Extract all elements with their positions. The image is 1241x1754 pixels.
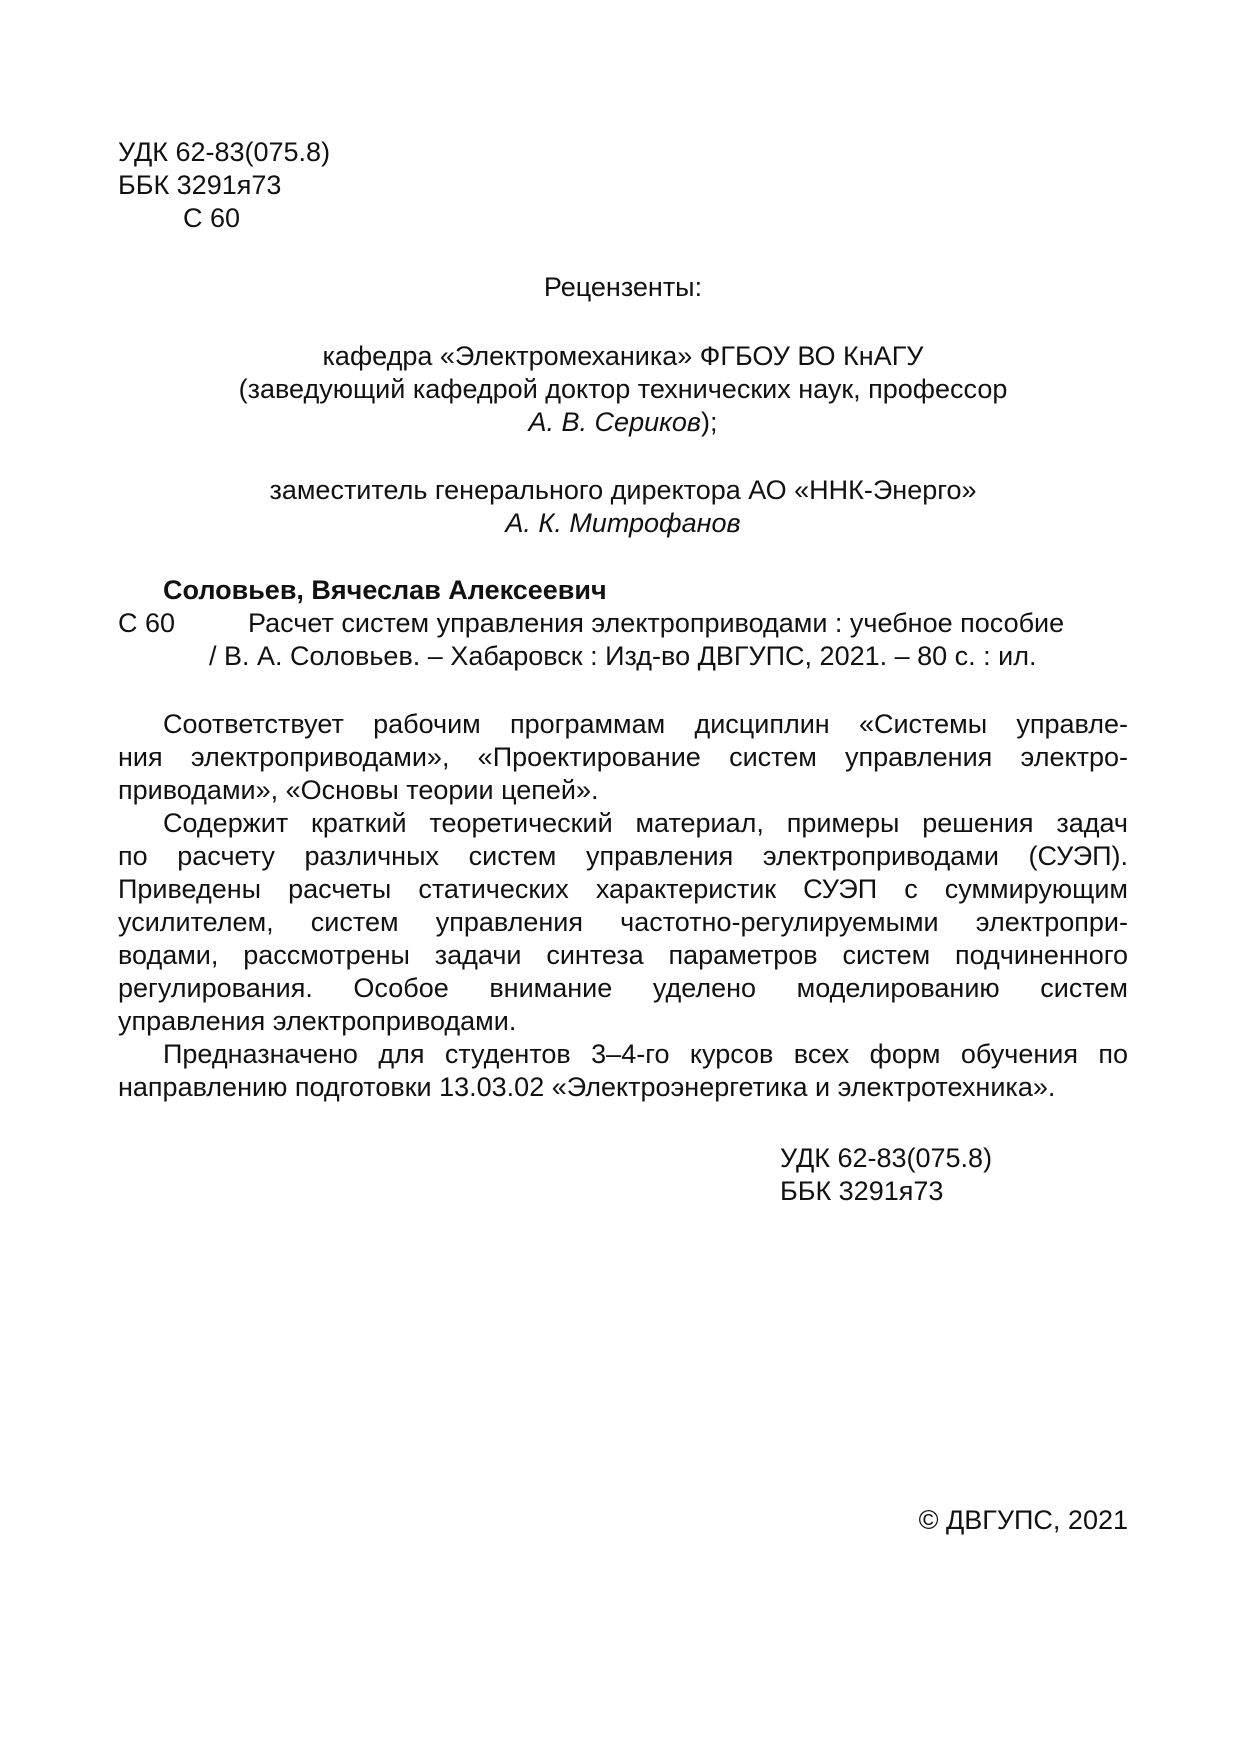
abstract-p1-line3: приводами», «Основы теории цепей». — [118, 775, 599, 805]
header-codes — [118, 136, 330, 235]
footer-udk-code: УДК 62-83(075.8) — [780, 1143, 993, 1173]
bib-mark: С 60 — [118, 608, 176, 638]
reviewer-1-line2: (заведующий кафедрой доктор технических наук, профессор — [238, 374, 1008, 404]
bbk-code: ББК 3291я73 — [118, 170, 282, 200]
abstract-p3-line1: Предназначено для студентов 3–4-го курсов всех форм обучения по — [163, 1039, 1128, 1069]
abstract-p2-line5: водами, рассмотрены задачи синтеза параметров систем подчиненного — [118, 940, 1128, 970]
abstract-p2-line4: усилителем, систем управления частотно-регулируемыми электропри- — [118, 907, 1128, 937]
reviewer-1-name: А. В. Сериков — [528, 407, 701, 437]
abstract-p1-line1: Соответствует рабочим программам дисциплин «Системы управле- — [163, 709, 1128, 739]
bib-title-line2: / В. А. Соловьев. – Хабаровск : Изд-во ДВГУПС, 2021. – 80 с. : ил. — [209, 641, 1037, 671]
footer-bbk-code: ББК 3291я73 — [780, 1176, 944, 1206]
reviewer-1-suffix: ); — [700, 407, 718, 437]
abstract-p2-line2: по расчету различных систем управления электроприводами (СУЭП). — [118, 841, 1128, 871]
abstract-paragraph-2 — [118, 807, 1128, 1038]
reviewer-1 — [118, 340, 1128, 439]
bib-author: Соловьев, Вячеслав Алексеевич — [163, 575, 607, 605]
reviewer-2-name: А. К. Митрофанов — [505, 508, 741, 538]
udk-code: УДК 62-83(075.8) — [118, 137, 331, 167]
bib-title-line1: Расчет систем управления электроприводами : учебное пособие — [248, 608, 1065, 638]
abstract-p2-line1: Содержит краткий теоретический материал, примеры решения задач — [163, 808, 1128, 838]
reviewer-2 — [118, 474, 1128, 540]
footer-codes — [780, 1142, 992, 1208]
abstract-paragraph-1 — [118, 708, 1128, 807]
abstract-p2-line7: управления электроприводами. — [118, 1006, 517, 1036]
abstract-p1-line2: ния электроприводами», «Проектирование систем управления электро- — [118, 742, 1128, 772]
author-mark: С 60 — [183, 203, 241, 233]
reviewers-title-text: Рецензенты: — [543, 272, 703, 302]
abstract — [118, 708, 1128, 1104]
abstract-paragraph-3 — [118, 1038, 1128, 1104]
abstract-p3-line2: направлению подготовки 13.03.02 «Электроэнергетика и электротехника». — [118, 1072, 1056, 1102]
copyright-text: © ДВГУПС, 2021 — [918, 1505, 1128, 1535]
bib-line1-row — [118, 607, 1128, 640]
reviewer-2-line1: заместитель генерального директора АО «ННК-Энерго» — [269, 475, 977, 505]
reviewer-1-name-line — [118, 406, 1128, 439]
reviewers-title — [118, 271, 1128, 304]
copyright — [919, 1504, 1128, 1537]
bibliography — [118, 574, 1128, 673]
abstract-p2-line3: Приведены расчеты статических характеристик СУЭП с суммирующим — [118, 874, 1128, 904]
reviewer-1-line1: кафедра «Электромеханика» ФГБОУ ВО КнАГУ — [322, 341, 924, 371]
abstract-p2-line6: регулирования. Особое внимание уделено моделированию систем — [118, 973, 1128, 1003]
